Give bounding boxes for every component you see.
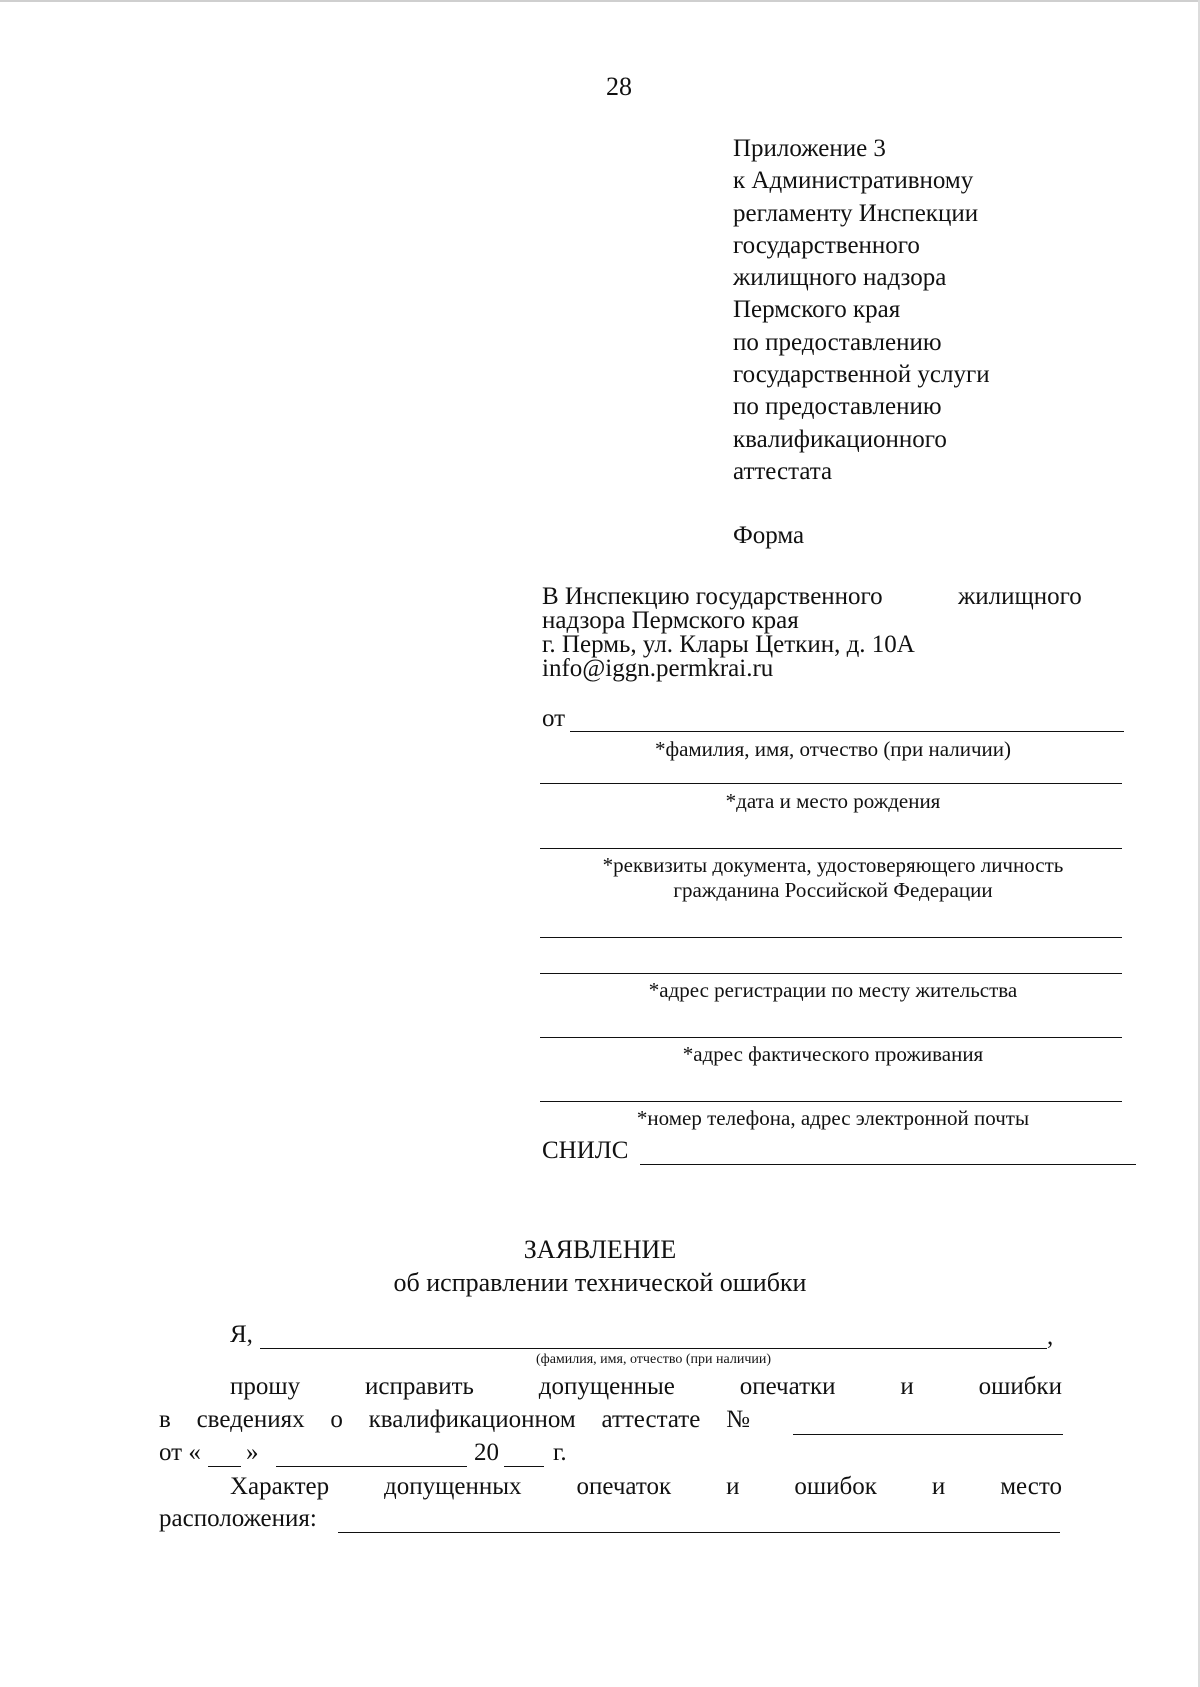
certificate-number-field[interactable] [793,1434,1063,1435]
i-label: Я, [230,1321,253,1348]
recipient-line: В Инспекцию государственного [542,583,883,610]
year-prefix: 20 [474,1439,499,1466]
field-caption: *фамилия, имя, отчество (при наличии) [654,737,1012,761]
reg-address-field[interactable] [540,973,1122,974]
word: сведениях [196,1406,305,1433]
word: прошу [230,1373,301,1400]
reg-address-field[interactable] [540,937,1122,938]
field-caption: *адрес регистрации по месту жительства [648,978,1018,1002]
word: № [726,1406,750,1433]
page-number: 28 [606,72,632,101]
name-caption: (фамилия, имя, отчество (при наличии) [535,1352,772,1367]
recipient-line: надзора Пермского края [542,607,799,634]
actual-address-field[interactable] [540,1037,1122,1038]
statement-subtitle: об исправлении технической ошибки [393,1268,807,1297]
word: Характер [230,1473,330,1500]
year-suffix: г. [553,1439,567,1466]
month-field[interactable] [276,1466,467,1467]
appendix-line: регламенту Инспекции [733,199,979,227]
word: о [330,1406,343,1433]
appendix-line: жилищного надзора [733,264,947,292]
statement-name-field[interactable] [260,1348,1047,1349]
snils-field[interactable] [640,1164,1136,1165]
field-caption: гражданина Российской Федерации [673,878,993,902]
appendix-line: квалификационного [733,425,947,453]
appendix-line: государственного [733,231,920,259]
year-field[interactable] [504,1466,544,1467]
nature-line [230,1473,1062,1501]
comma: , [1047,1323,1054,1350]
field-caption: *реквизиты документа, удостоверяющего личность [602,853,1064,877]
certificate-line [159,1406,750,1434]
date-close: » [246,1439,259,1466]
word: аттестате [601,1406,701,1433]
snils-label: СНИЛС [542,1137,629,1164]
from-label: от [542,705,566,732]
word: и [931,1473,946,1500]
word: и [900,1373,914,1400]
identity-doc-field[interactable] [540,848,1122,849]
appendix-line: государственной услуги [733,361,990,389]
location-label: расположения: [159,1505,317,1532]
word: допущенные [538,1373,675,1400]
word: ошибки [978,1373,1062,1400]
word: квалификационном [368,1406,576,1433]
word: опечатки [739,1373,836,1400]
date-from-label: от « [159,1439,201,1466]
field-caption: *номер телефона, адрес электронной почты [636,1106,1030,1130]
recipient-email: info@iggn.permkrai.ru [542,655,774,682]
request-line [230,1373,1062,1401]
statement-title: ЗАЯВЛЕНИЕ [523,1235,677,1264]
field-caption: *адрес фактического проживания [682,1042,984,1066]
word: исправить [364,1373,474,1400]
appendix-line: аттестата [733,457,833,485]
contacts-field[interactable] [540,1101,1122,1102]
word: опечаток [576,1473,672,1500]
appendix-line: к Административному [733,167,974,195]
field-caption: *дата и место рождения [725,789,941,813]
word: место [1000,1473,1062,1500]
appendix-line: по предоставлению [733,393,942,421]
recipient-line: г. Пермь, ул. Клары Цеткин, д. 10А [542,631,915,658]
word: ошибок [794,1473,877,1500]
birth-field[interactable] [540,783,1122,784]
applicant-name-field[interactable] [570,731,1124,732]
appendix-line: по предоставлению [733,328,942,356]
recipient-line: жилищного [958,583,1082,610]
appendix-line: Пермского края [733,296,901,324]
word: в [159,1406,171,1433]
appendix-line: Приложение 3 [733,135,886,162]
location-field[interactable] [338,1532,1060,1533]
scan-edge [0,0,1200,2]
word: и [726,1473,740,1500]
appendix-block [733,133,990,553]
day-field[interactable] [208,1466,241,1467]
word: допущенных [384,1473,522,1500]
form-label: Форма [733,522,805,550]
